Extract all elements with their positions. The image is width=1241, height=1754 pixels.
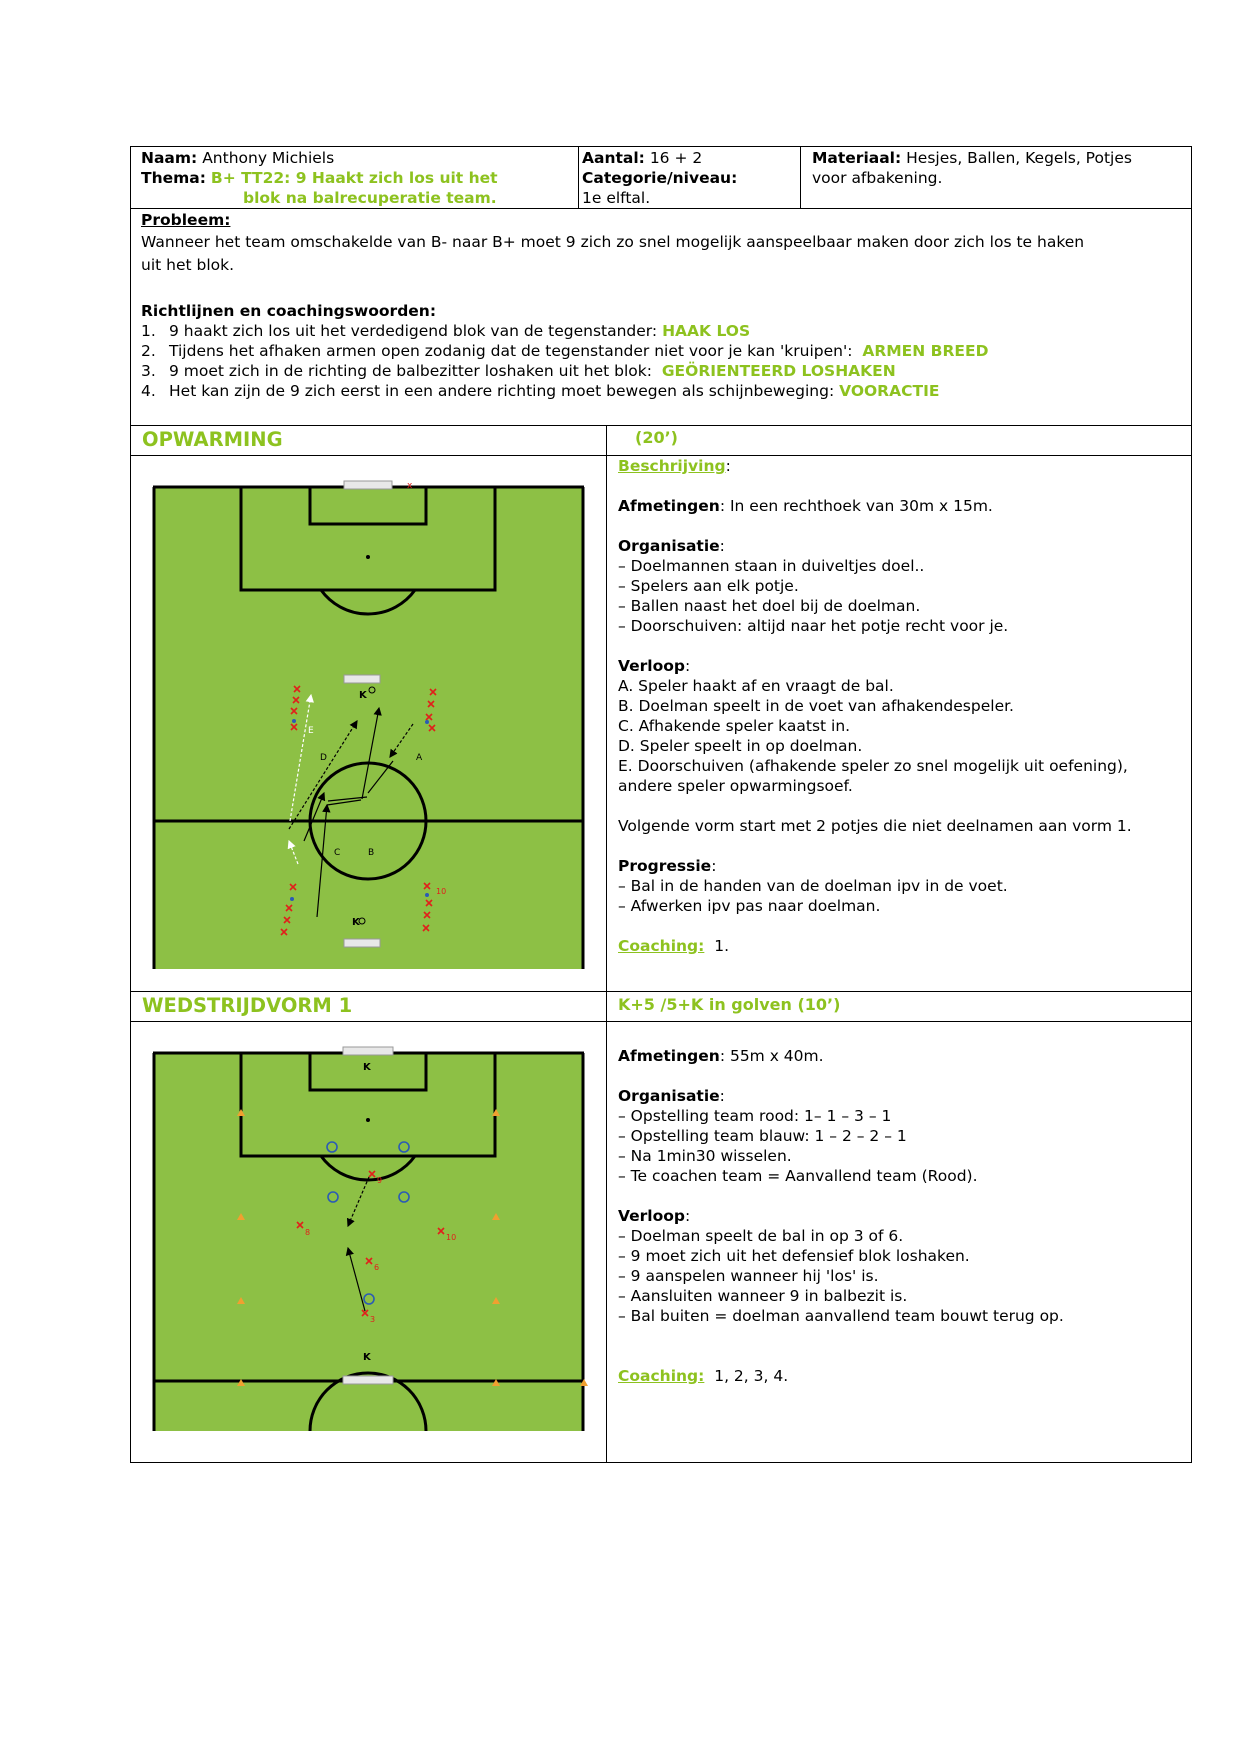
progressie-label: Progressie [618, 857, 712, 875]
divider [578, 146, 579, 208]
label-10: 10 [436, 887, 447, 896]
categorie-label: Categorie/niveau: [582, 169, 738, 187]
richtlijnen-list [141, 321, 1186, 401]
materiaal-cell [812, 148, 1190, 188]
probleem-line: uit het blok. [141, 256, 235, 274]
player-number: 10 [446, 1233, 457, 1242]
list-item: – Doelman speelt de bal in op 3 of 6. [618, 1227, 904, 1245]
coaching-keyword: ARMEN BREED [862, 342, 989, 360]
list-item: B. Doelman speelt in de voet van afhakendespeler. [618, 697, 1014, 715]
divider [130, 1021, 1192, 1022]
wedstrijdvorm-subtitle: K+5 /5+K in golven (10’) [618, 995, 841, 1014]
list-item: andere speler opwarmingsoef. [618, 777, 853, 795]
opwarming-diagram [141, 459, 595, 969]
materiaal-label: Materiaal: [812, 149, 902, 167]
list-item: – Na 1min30 wisselen. [618, 1147, 792, 1165]
list-item: – Te coachen team = Aanvallend team (Rood). [618, 1167, 978, 1185]
list-item: – Aansluiten wanneer 9 in balbezit is. [618, 1287, 908, 1305]
list-item: – Bal buiten = doelman aanvallend team bouwt terug op. [618, 1307, 1064, 1325]
naam-value: Anthony Michiels [202, 149, 335, 167]
label-e: E [308, 726, 314, 736]
coaching-value: 1, 2, 3, 4. [714, 1367, 789, 1385]
coaching-keyword: VOORACTIE [839, 382, 940, 400]
list-item: – Doelmannen staan in duiveltjes doel.. [618, 557, 925, 575]
list-item: – 9 aanspelen wanneer hij 'los' is. [618, 1267, 879, 1285]
opwarming-duration: (20’) [635, 428, 678, 447]
aantal-value: 16 + 2 [649, 149, 703, 167]
list-item: E. Doorschuiven (afhakende speler zo snel mogelijk uit oefening), [618, 757, 1128, 775]
volgende-text: Volgende vorm start met 2 potjes die niet deelnamen aan vorm 1. [618, 817, 1132, 835]
player-number: 6 [374, 1263, 380, 1272]
organisatie-label: Organisatie [618, 537, 720, 555]
afmetingen-label: Afmetingen [618, 497, 720, 515]
list-item: 3. 9 moet zich in de richting de balbezitter loshaken uit het blok: GEÖRIENTEERD LOSHAKEN [141, 362, 896, 380]
keeper-label: K [359, 690, 367, 701]
list-item: – Opstelling team blauw: 1 – 2 – 2 – 1 [618, 1127, 907, 1145]
verloop-label: Verloop [618, 657, 686, 675]
list-item: – Spelers aan elk potje. [618, 577, 799, 595]
materiaal-value-cont: voor afbakening. [812, 169, 943, 187]
list-item: A. Speler haakt af en vraagt de bal. [618, 677, 894, 695]
thema-label: Thema: [141, 169, 206, 187]
coaching-label: Coaching: [618, 937, 705, 955]
label-d: D [320, 753, 327, 763]
list-item: – Doorschuiven: altijd naar het potje recht voor je. [618, 617, 1009, 635]
label-c: C [334, 848, 341, 858]
list-item: – Bal in de handen van de doelman ipv in de voet. [618, 877, 1008, 895]
list-item: D. Speler speelt in op doelman. [618, 737, 863, 755]
coaching-value: 1. [714, 937, 730, 955]
divider [130, 425, 1192, 426]
svg-text:x: x [407, 481, 413, 491]
thema-value-cont: blok na balrecuperatie team. [243, 189, 497, 207]
materiaal-value: Hesjes, Ballen, Kegels, Potjes [906, 149, 1132, 167]
opwarming-title: OPWARMING [142, 428, 283, 451]
list-item: – Opstelling team rood: 1– 1 – 3 – 1 [618, 1107, 892, 1125]
categorie-value: 1e elftal. [582, 189, 651, 207]
richtlijnen-title: Richtlijnen en coachingswoorden: [141, 302, 437, 320]
verloop-label: Verloop [618, 1207, 686, 1225]
coaching-label: Coaching: [618, 1367, 705, 1385]
beschrijving-label: Beschrijving [618, 457, 726, 475]
wedstrijdvorm-title: WEDSTRIJDVORM 1 [142, 994, 353, 1017]
label-a: A [416, 753, 423, 763]
divider [130, 208, 1192, 209]
pitch [153, 487, 584, 969]
keeper-label: K [363, 1062, 371, 1073]
keeper-label: K [363, 1352, 371, 1363]
list-item: 1. 9 haakt zich los uit het verdedigend blok van de tegenstander: HAAK LOS [141, 322, 751, 340]
player-number: 9 [377, 1176, 383, 1185]
list-item: – Afwerken ipv pas naar doelman. [618, 897, 881, 915]
naam-label: Naam: [141, 149, 198, 167]
naam-thema-cell [141, 148, 571, 208]
label-b: B [368, 848, 375, 858]
divider [800, 146, 801, 208]
divider [130, 991, 1192, 992]
list-item: – Ballen naast het doel bij de doelman. [618, 597, 921, 615]
probleem-line: Wanneer het team omschakelde van B- naar B+ moet 9 zich zo snel mogelijk aanspeelbaar maken door zich los te haken [141, 233, 1085, 251]
probleem-cell [141, 210, 1186, 401]
list-item: – 9 moet zich uit het defensief blok loshaken. [618, 1247, 970, 1265]
probleem-title: Probleem: [141, 211, 231, 229]
coaching-keyword: GEÖRIENTEERD LOSHAKEN [661, 362, 896, 380]
coaching-keyword: HAAK LOS [662, 322, 751, 340]
afmetingen-value: : In een rechthoek van 30m x 15m. [719, 497, 993, 515]
keeper-label: K [352, 917, 360, 928]
afmetingen-label: Afmetingen [618, 1047, 720, 1065]
thema-value: B+ TT22: 9 Haakt zich los uit het [210, 169, 498, 187]
wedstrijdvorm-diagram [141, 1025, 595, 1431]
list-item: C. Afhakende speler kaatst in. [618, 717, 851, 735]
list-item: 2. Tijdens het afhaken armen open zodanig dat de tegenstander niet voor je kan 'kruipen': ARMEN BREED [141, 342, 989, 360]
list-item: 4. Het kan zijn de 9 zich eerst in een andere richting moet bewegen als schijnbeweging: VOORACTIE [141, 382, 940, 400]
aantal-cell [582, 148, 797, 208]
afmetingen-value: : 55m x 40m. [719, 1047, 824, 1065]
wedstrijdvorm-description: Afmetingen: 55m x 40m. Organisatie: – Opstelling team rood: 1– 1 – 3 – 1 – Opstelling team blauw: 1 – 2 – 2 – 1 – Na 1min30 wisselen. – Te coachen team = Aanvallend team (Rood). Verloop: – Doelman speelt de bal in op 3 of 6. – 9 moet zich uit het defensief blok loshaken. – 9 aanspelen wanneer hij 'los' is. – Aansluiten wanneer 9 in balbezit is. – Bal buiten = doelman aanvallend team bouwt terug op. Coaching: 1, 2, 3, 4. [618, 1046, 1188, 1386]
player-number: 8 [305, 1228, 311, 1237]
aantal-label: Aantal: [582, 149, 645, 167]
organisatie-label: Organisatie [618, 1087, 720, 1105]
divider [606, 425, 607, 1463]
player-number: 3 [370, 1315, 376, 1324]
opwarming-description: Beschrijving: Afmetingen: In een rechthoek van 30m x 15m. Organisatie: – Doelmannen staan in duiveltjes doel.. – Spelers aan elk potje. – Ballen naast het doel bij de doelman. – Doorschuiven: altijd naar het potje recht voor je. Verloop: A. Speler haakt af en vraagt de bal. B. Doelman speelt in de voet van afhakendespeler. C. Afhakende speler kaatst in. D. Speler speelt in op doelman. E. Doorschuiven (afhakende speler zo snel mogelijk uit oefening), andere speler opwarmingsoef. Volgende vorm start met 2 potjes die niet deelnamen aan vorm 1. Progressie: – Bal in de handen van de doelman ipv in de voet. – Afwerken ipv pas naar doelman. Coaching: 1. [618, 456, 1188, 956]
